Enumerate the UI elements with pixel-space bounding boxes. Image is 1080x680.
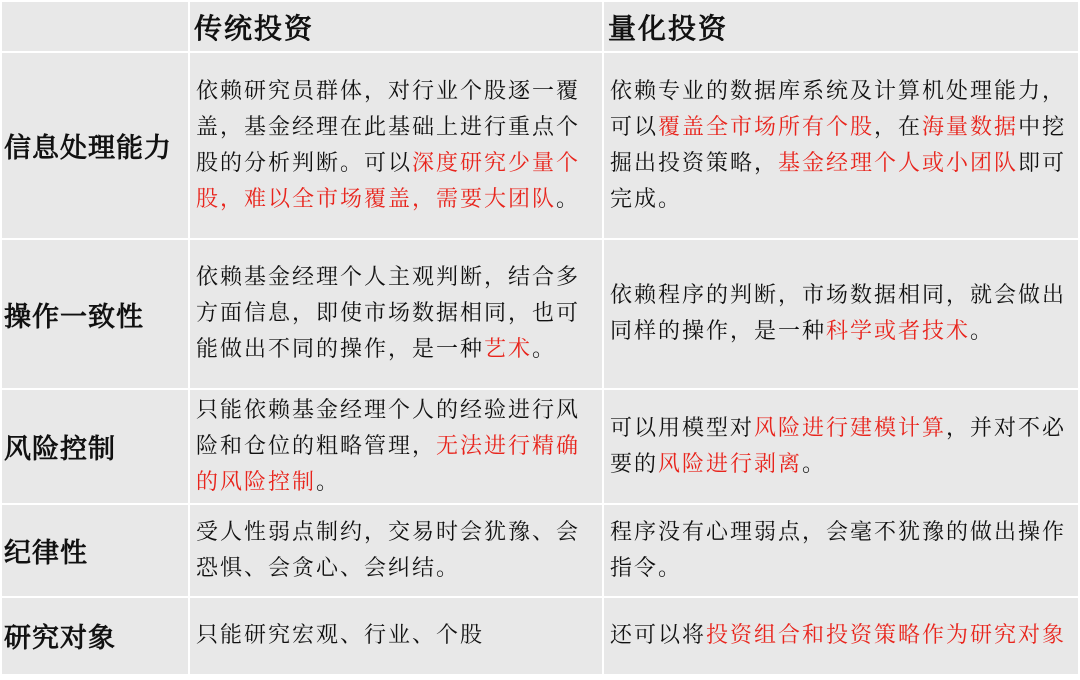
row-label: 操作一致性 xyxy=(2,240,188,388)
quant-cell xyxy=(604,505,1078,595)
row-label: 研究对象 xyxy=(2,598,188,674)
quant-cell xyxy=(604,53,1078,238)
cell-text: 。 xyxy=(316,469,341,495)
quant-cell xyxy=(604,240,1078,388)
quant-cell xyxy=(604,598,1078,674)
traditional-cell xyxy=(190,53,602,238)
highlight-text: 无法进行精确的风险控制 xyxy=(196,433,581,495)
header-traditional: 传统投资 xyxy=(190,2,602,51)
row-label: 信息处理能力 xyxy=(2,53,188,238)
header-corner-cell xyxy=(2,2,188,51)
quant-cell xyxy=(604,390,1078,503)
highlight-text: 投资组合和投资策略作为研究对象 xyxy=(706,622,1067,648)
cell-text: 还可以将 xyxy=(610,622,707,648)
cell-text: 中挖掘出投资策略， xyxy=(610,114,1067,176)
cell-text: ，在 xyxy=(874,114,923,140)
highlight-text: 海量数据 xyxy=(922,114,1019,140)
cell-text: 依赖专业的数据库系统及计算机处理能力，可以 xyxy=(610,78,1067,140)
header-row xyxy=(2,2,1078,51)
cell-text: 依赖程序的判断，市场数据相同，就会做出同样的操作，是一种 xyxy=(610,283,1067,345)
highlight-text: 科学或者技术 xyxy=(826,319,971,345)
row-risk-control xyxy=(2,390,1078,503)
cell-text: 即可完成。 xyxy=(610,150,1067,212)
traditional-cell xyxy=(190,240,602,388)
traditional-cell xyxy=(190,390,602,503)
highlight-text: 艺术 xyxy=(484,337,533,363)
row-label: 纪律性 xyxy=(2,505,188,595)
cell-text: ，并对不必要的 xyxy=(610,415,1067,477)
cell-text: 受人性弱点制约，交易时会犹豫、会恐惧、会贪心、会纠结。 xyxy=(196,519,581,581)
cell-text: 。 xyxy=(802,451,827,477)
cell-text: 程序没有心理弱点，会毫不犹豫的做出操作指令。 xyxy=(610,519,1067,581)
header-quant: 量化投资 xyxy=(604,2,1078,51)
row-label: 风险控制 xyxy=(2,390,188,503)
highlight-text: 基金经理个人或小团队 xyxy=(778,150,1019,176)
row-operation-consistency xyxy=(2,240,1078,388)
highlight-text: 风险进行剥离 xyxy=(658,451,803,477)
row-discipline xyxy=(2,505,1078,595)
cell-text: 依赖基金经理个人主观判断，结合多方面信息，即使市场数据相同，也可能做出不同的操作，是一种 xyxy=(196,265,581,363)
row-information-processing xyxy=(2,53,1078,238)
highlight-text: 风险进行建模计算 xyxy=(754,415,947,441)
cell-text: 只能依赖基金经理个人的经验进行风险和仓位的粗略管理， xyxy=(196,397,581,459)
cell-text: 。 xyxy=(532,337,557,363)
highlight-text: 深度研究少量个股，难以全市场覆盖，需要大团队 xyxy=(196,150,581,212)
traditional-cell xyxy=(190,505,602,595)
row-research-object xyxy=(2,598,1078,674)
cell-text: 。 xyxy=(970,319,995,345)
cell-text: 可以用模型对 xyxy=(610,415,755,441)
cell-text: 只能研究宏观、行业、个股 xyxy=(196,622,485,648)
cell-text: 依赖研究员群体，对行业个股逐一覆盖，基金经理在此基础上进行重点个股的分析判断。可以 xyxy=(196,78,581,176)
cell-text: 。 xyxy=(556,186,581,212)
highlight-text: 覆盖全市场所有个股 xyxy=(658,114,875,140)
traditional-cell xyxy=(190,598,602,674)
